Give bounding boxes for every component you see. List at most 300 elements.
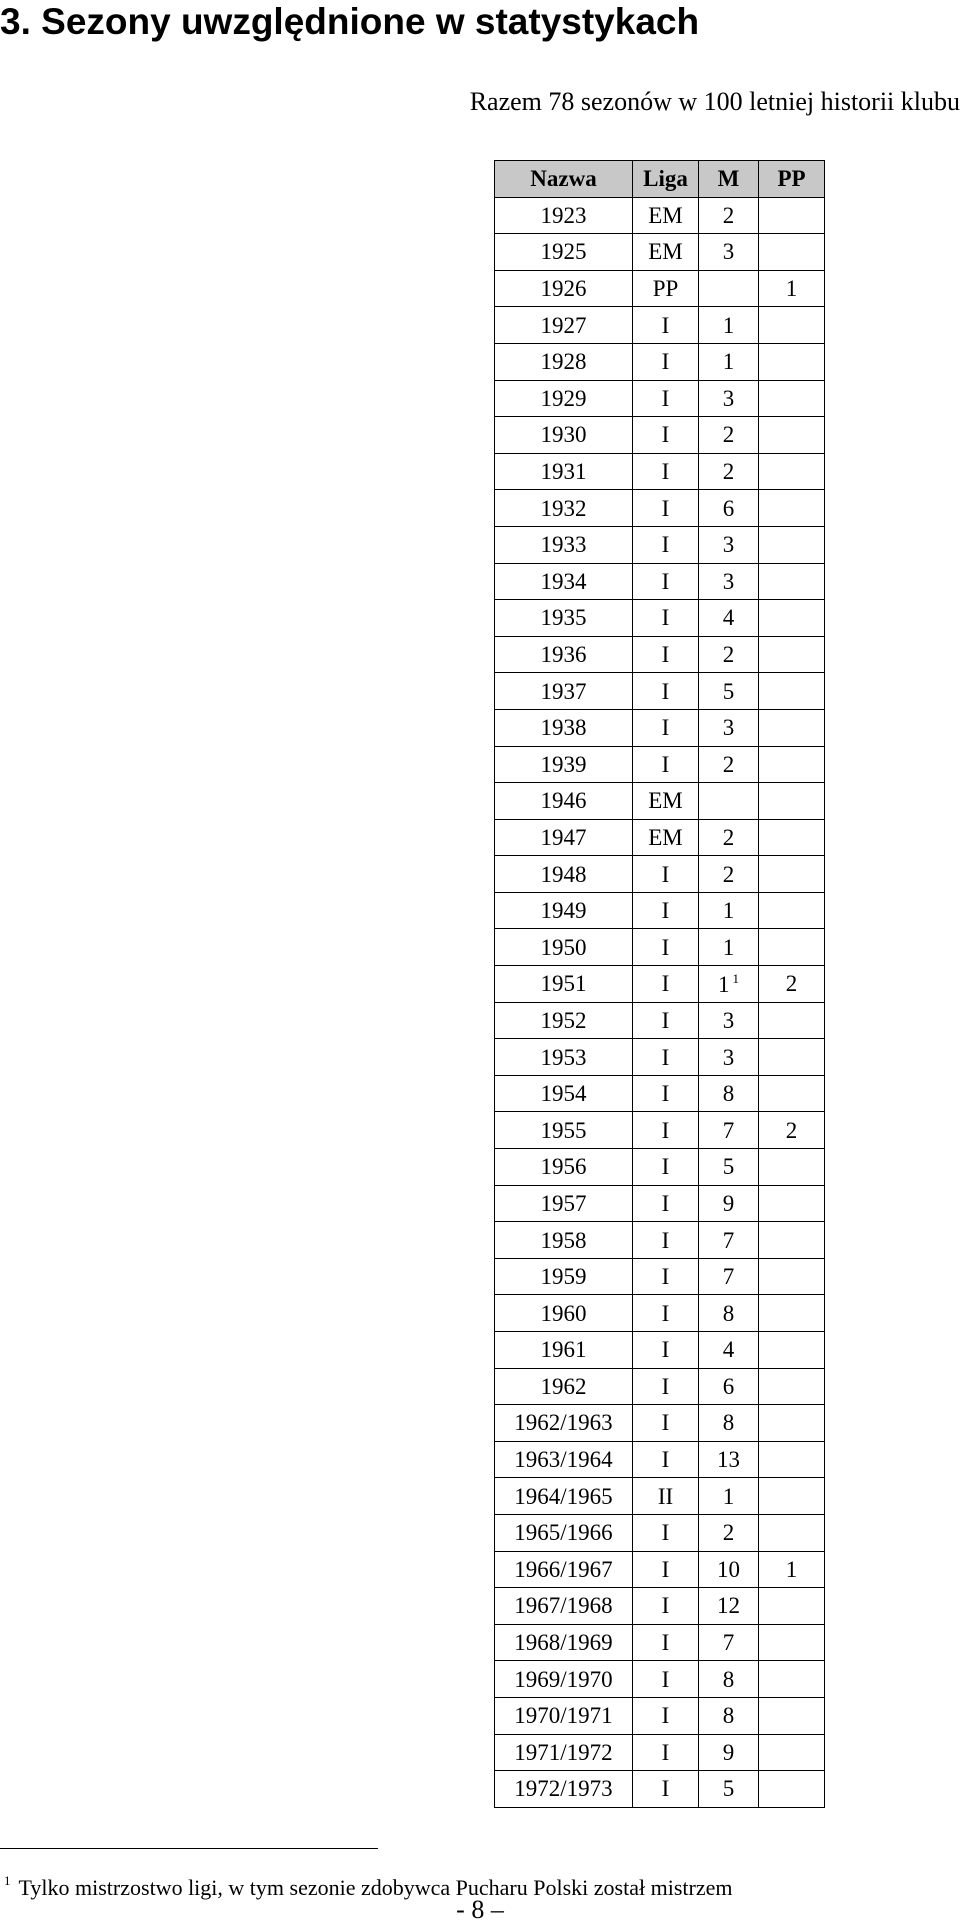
footnote-separator xyxy=(0,1848,378,1849)
league-cell-value: I xyxy=(661,1447,670,1473)
table-row xyxy=(495,892,825,929)
pp-cell xyxy=(759,1514,825,1551)
league-cell-value: I xyxy=(661,349,670,375)
season-name-cell-value: 1923 xyxy=(540,202,587,228)
league-cell-value: I xyxy=(661,1520,670,1546)
season-name-cell-value: 1954 xyxy=(540,1081,587,1107)
table-row xyxy=(495,709,825,746)
table-row xyxy=(495,1771,825,1808)
m-cell xyxy=(699,1624,759,1661)
season-name-cell xyxy=(495,1332,633,1369)
m-cell-value: 8 xyxy=(722,1300,735,1326)
pp-cell xyxy=(759,1771,825,1808)
season-name-cell-value: 1957 xyxy=(540,1190,587,1216)
league-cell xyxy=(633,1258,699,1295)
season-name-cell-value: 1933 xyxy=(540,532,587,558)
season-name-cell xyxy=(495,783,633,820)
column-header-nazwa: Nazwa xyxy=(495,161,633,198)
pp-cell xyxy=(759,1222,825,1259)
league-cell-value: I xyxy=(661,1154,670,1180)
season-name-cell-value: 1951 xyxy=(540,971,587,997)
pp-cell xyxy=(759,1295,825,1332)
season-name-cell-value: 1935 xyxy=(540,605,587,631)
m-cell-value: 1 xyxy=(722,312,735,338)
m-cell-value: 2 xyxy=(722,422,735,448)
league-cell-value: I xyxy=(661,1081,670,1107)
season-name-cell xyxy=(495,636,633,673)
table-row xyxy=(495,856,825,893)
season-name-cell-value: 1956 xyxy=(540,1154,587,1180)
m-cell xyxy=(699,490,759,527)
m-cell-value: 5 xyxy=(722,678,735,704)
season-name-cell-value: 1938 xyxy=(540,715,587,741)
league-cell-value: I xyxy=(661,1337,670,1363)
m-cell xyxy=(699,234,759,271)
m-cell xyxy=(699,197,759,234)
column-header-pp: PP xyxy=(759,161,825,198)
m-cell xyxy=(699,1405,759,1442)
league-cell-value: I xyxy=(661,934,670,960)
table-row xyxy=(495,1368,825,1405)
league-cell-value: I xyxy=(661,1264,670,1290)
m-cell xyxy=(699,856,759,893)
table-row xyxy=(495,1039,825,1076)
pp-cell xyxy=(759,966,825,1003)
season-name-cell-value: 1926 xyxy=(540,276,587,302)
season-name-cell xyxy=(495,1112,633,1149)
season-name-cell xyxy=(495,1514,633,1551)
league-cell-value: I xyxy=(661,1776,670,1802)
m-cell xyxy=(699,270,759,307)
season-name-cell-value: 1965/1966 xyxy=(514,1520,613,1546)
table-row xyxy=(495,270,825,307)
league-cell-value: I xyxy=(661,1630,670,1656)
seasons-summary-text: Razem 78 sezonów w 100 letniej historii klubu xyxy=(469,87,960,116)
league-cell-value: EM xyxy=(648,202,683,228)
table-row xyxy=(495,234,825,271)
league-cell xyxy=(633,1295,699,1332)
season-name-cell xyxy=(495,1368,633,1405)
season-name-cell-value: 1967/1968 xyxy=(514,1593,613,1619)
table-row xyxy=(495,1002,825,1039)
m-cell-value: 12 xyxy=(717,1593,740,1619)
season-name-cell-value: 1958 xyxy=(540,1227,587,1253)
table-row xyxy=(495,746,825,783)
pp-cell xyxy=(759,1588,825,1625)
league-cell xyxy=(633,526,699,563)
season-name-cell xyxy=(495,1258,633,1295)
season-name-cell-value: 1968/1969 xyxy=(514,1630,613,1656)
league-cell-value: I xyxy=(661,1593,670,1619)
league-cell xyxy=(633,783,699,820)
season-name-cell-value: 1936 xyxy=(540,642,587,668)
m-cell xyxy=(699,966,759,1003)
m-cell xyxy=(699,417,759,454)
league-cell xyxy=(633,1734,699,1771)
season-name-cell xyxy=(495,892,633,929)
m-cell xyxy=(699,1478,759,1515)
season-name-cell xyxy=(495,1149,633,1186)
table-row xyxy=(495,966,825,1003)
pp-cell xyxy=(759,1661,825,1698)
league-cell-value: I xyxy=(661,459,670,485)
m-cell-value: 9 xyxy=(722,1739,735,1765)
table-header-row xyxy=(495,161,825,198)
table-row xyxy=(495,1405,825,1442)
m-cell-value: 8 xyxy=(722,1703,735,1729)
league-cell-value: I xyxy=(661,1300,670,1326)
season-name-cell xyxy=(495,1185,633,1222)
season-name-cell-value: 1955 xyxy=(540,1117,587,1143)
season-name-cell xyxy=(495,490,633,527)
m-cell-value: 8 xyxy=(722,1666,735,1692)
pp-cell xyxy=(759,1075,825,1112)
league-cell-value: I xyxy=(661,1666,670,1692)
league-cell xyxy=(633,197,699,234)
pp-cell xyxy=(759,600,825,637)
m-cell-value: 1 xyxy=(722,1483,735,1509)
m-cell-value: 2 xyxy=(722,642,735,668)
season-name-cell xyxy=(495,746,633,783)
m-cell xyxy=(699,1661,759,1698)
league-cell xyxy=(633,819,699,856)
m-cell xyxy=(699,1112,759,1149)
season-name-cell xyxy=(495,1551,633,1588)
pp-cell-value: 1 xyxy=(785,276,798,302)
season-name-cell-value: 1952 xyxy=(540,1007,587,1033)
table-row xyxy=(495,1149,825,1186)
m-cell-value: 1 xyxy=(718,971,730,997)
footnote-marker: 1 xyxy=(4,1873,11,1888)
m-cell xyxy=(699,1075,759,1112)
m-cell-value: 8 xyxy=(722,1081,735,1107)
pp-cell xyxy=(759,270,825,307)
pp-cell xyxy=(759,380,825,417)
league-cell xyxy=(633,636,699,673)
season-name-cell-value: 1950 xyxy=(540,934,587,960)
season-name-cell xyxy=(495,1039,633,1076)
m-cell-value: 2 xyxy=(722,459,735,485)
league-cell-value: I xyxy=(661,385,670,411)
season-name-cell-value: 1953 xyxy=(540,1044,587,1070)
m-cell xyxy=(699,563,759,600)
season-name-cell xyxy=(495,819,633,856)
m-cell xyxy=(699,1258,759,1295)
season-name-cell-value: 1937 xyxy=(540,678,587,704)
pp-cell-value: 2 xyxy=(785,971,798,997)
season-name-cell xyxy=(495,673,633,710)
table-row xyxy=(495,1478,825,1515)
table-row xyxy=(495,563,825,600)
m-cell-value: 4 xyxy=(722,605,735,631)
m-cell-value: 10 xyxy=(717,1556,740,1582)
season-name-cell xyxy=(495,929,633,966)
pp-cell xyxy=(759,1039,825,1076)
table-row xyxy=(495,819,825,856)
table-body xyxy=(495,197,825,1807)
m-cell-value: 1 xyxy=(722,898,735,924)
league-cell-value: I xyxy=(661,1703,670,1729)
m-cell-value: 1 xyxy=(722,934,735,960)
table-row xyxy=(495,1624,825,1661)
pp-cell xyxy=(759,1478,825,1515)
pp-cell xyxy=(759,819,825,856)
pp-cell-value: 2 xyxy=(785,1117,798,1143)
season-name-cell xyxy=(495,1478,633,1515)
pp-cell xyxy=(759,1551,825,1588)
m-cell xyxy=(699,746,759,783)
m-cell-value: 2 xyxy=(722,824,735,850)
pp-cell xyxy=(759,892,825,929)
m-cell xyxy=(699,783,759,820)
m-cell xyxy=(699,673,759,710)
league-cell xyxy=(633,1185,699,1222)
pp-cell xyxy=(759,526,825,563)
season-name-cell-value: 1934 xyxy=(540,568,587,594)
pp-cell xyxy=(759,197,825,234)
season-name-cell-value: 1971/1972 xyxy=(514,1739,613,1765)
pp-cell xyxy=(759,856,825,893)
season-name-cell-value: 1970/1971 xyxy=(514,1703,613,1729)
m-cell-value: 3 xyxy=(722,568,735,594)
league-cell xyxy=(633,1112,699,1149)
league-cell-value: I xyxy=(661,1190,670,1216)
season-name-cell-value: 1939 xyxy=(540,751,587,777)
league-cell xyxy=(633,856,699,893)
season-name-cell-value: 1969/1970 xyxy=(514,1666,613,1692)
table-row xyxy=(495,526,825,563)
table-row xyxy=(495,1185,825,1222)
league-cell xyxy=(633,563,699,600)
m-cell xyxy=(699,892,759,929)
league-cell xyxy=(633,1661,699,1698)
table-row xyxy=(495,1075,825,1112)
season-name-cell xyxy=(495,856,633,893)
season-name-cell xyxy=(495,600,633,637)
league-cell xyxy=(633,1697,699,1734)
season-name-cell xyxy=(495,417,633,454)
m-cell xyxy=(699,1149,759,1186)
table-row xyxy=(495,673,825,710)
season-name-cell-value: 1927 xyxy=(540,312,587,338)
season-name-cell xyxy=(495,1661,633,1698)
column-header-m: M xyxy=(699,161,759,198)
pp-cell xyxy=(759,1441,825,1478)
m-cell xyxy=(699,1332,759,1369)
season-name-cell xyxy=(495,1771,633,1808)
m-cell-value: 5 xyxy=(722,1776,735,1802)
season-name-cell-value: 1972/1973 xyxy=(514,1776,613,1802)
m-cell xyxy=(699,453,759,490)
m-cell-value: 1 xyxy=(722,349,735,375)
table-row xyxy=(495,1588,825,1625)
season-name-cell xyxy=(495,343,633,380)
pp-cell xyxy=(759,1332,825,1369)
season-name-cell-value: 1932 xyxy=(540,495,587,521)
m-cell xyxy=(699,1551,759,1588)
pp-cell xyxy=(759,1002,825,1039)
league-cell-value: EM xyxy=(648,824,683,850)
season-name-cell-value: 1962 xyxy=(540,1373,587,1399)
m-cell xyxy=(699,343,759,380)
pp-cell xyxy=(759,490,825,527)
column-header-liga: Liga xyxy=(633,161,699,198)
league-cell xyxy=(633,417,699,454)
m-cell xyxy=(699,636,759,673)
m-cell xyxy=(699,1002,759,1039)
season-name-cell xyxy=(495,380,633,417)
league-cell xyxy=(633,709,699,746)
pp-cell-value: 1 xyxy=(785,1556,798,1582)
m-cell-value: 3 xyxy=(722,715,735,741)
pp-cell xyxy=(759,1697,825,1734)
m-cell-value: 4 xyxy=(722,1337,735,1363)
season-name-cell-value: 1959 xyxy=(540,1264,587,1290)
pp-cell xyxy=(759,636,825,673)
pp-cell xyxy=(759,234,825,271)
league-cell-value: EM xyxy=(648,239,683,265)
season-name-cell xyxy=(495,1222,633,1259)
league-cell xyxy=(633,1149,699,1186)
pp-cell xyxy=(759,453,825,490)
table-row xyxy=(495,783,825,820)
table-row xyxy=(495,490,825,527)
m-cell xyxy=(699,709,759,746)
league-cell xyxy=(633,600,699,637)
m-cell xyxy=(699,1441,759,1478)
league-cell xyxy=(633,746,699,783)
season-name-cell xyxy=(495,966,633,1003)
pp-cell xyxy=(759,1624,825,1661)
season-name-cell-value: 1947 xyxy=(540,824,587,850)
league-cell-value: I xyxy=(661,532,670,558)
season-name-cell-value: 1928 xyxy=(540,349,587,375)
pp-cell xyxy=(759,417,825,454)
pp-cell xyxy=(759,673,825,710)
league-cell-value: I xyxy=(661,861,670,887)
league-cell xyxy=(633,1075,699,1112)
league-cell-value: I xyxy=(661,971,670,997)
pp-cell xyxy=(759,709,825,746)
league-cell xyxy=(633,1588,699,1625)
m-cell-value: 7 xyxy=(722,1117,735,1143)
m-cell-value: 3 xyxy=(722,532,735,558)
league-cell xyxy=(633,453,699,490)
m-cell xyxy=(699,307,759,344)
m-cell-value: 3 xyxy=(722,385,735,411)
m-cell xyxy=(699,600,759,637)
m-cell-value: 13 xyxy=(717,1447,740,1473)
league-cell-value: I xyxy=(661,1227,670,1253)
season-name-cell-value: 1948 xyxy=(540,861,587,887)
season-name-cell xyxy=(495,1588,633,1625)
season-name-cell xyxy=(495,197,633,234)
m-cell xyxy=(699,380,759,417)
m-cell xyxy=(699,1771,759,1808)
season-name-cell xyxy=(495,526,633,563)
league-cell xyxy=(633,1514,699,1551)
season-name-cell xyxy=(495,1697,633,1734)
table-row xyxy=(495,1112,825,1149)
league-cell xyxy=(633,1771,699,1808)
table-row xyxy=(495,197,825,234)
season-name-cell-value: 1963/1964 xyxy=(514,1447,613,1473)
m-cell xyxy=(699,1039,759,1076)
table-row xyxy=(495,307,825,344)
season-name-cell xyxy=(495,1295,633,1332)
table-row xyxy=(495,453,825,490)
table-row xyxy=(495,1734,825,1771)
season-name-cell-value: 1929 xyxy=(540,385,587,411)
m-cell xyxy=(699,1222,759,1259)
table-row xyxy=(495,1295,825,1332)
season-name-cell xyxy=(495,1075,633,1112)
league-cell xyxy=(633,1039,699,1076)
league-cell-value: I xyxy=(661,1556,670,1582)
league-cell xyxy=(633,307,699,344)
league-cell xyxy=(633,1478,699,1515)
m-cell xyxy=(699,1514,759,1551)
league-cell xyxy=(633,270,699,307)
league-cell-value: I xyxy=(661,678,670,704)
season-name-cell xyxy=(495,1441,633,1478)
m-cell-value: 2 xyxy=(722,202,735,228)
table-row xyxy=(495,929,825,966)
table-header xyxy=(495,161,825,198)
pp-cell xyxy=(759,563,825,600)
table-row xyxy=(495,1514,825,1551)
footnote-text: Tylko mistrzostwo ligi, w tym sezonie zdobywca Pucharu Polski został mistrzem xyxy=(18,1875,733,1900)
league-cell-value: I xyxy=(661,642,670,668)
table-row xyxy=(495,380,825,417)
league-cell xyxy=(633,1332,699,1369)
season-name-cell-value: 1966/1967 xyxy=(514,1556,613,1582)
m-cell-value: 2 xyxy=(722,861,735,887)
m-cell-value: 7 xyxy=(722,1264,735,1290)
league-cell xyxy=(633,1624,699,1661)
league-cell xyxy=(633,1441,699,1478)
m-cell xyxy=(699,929,759,966)
pp-cell xyxy=(759,1112,825,1149)
league-cell xyxy=(633,966,699,1003)
page-number: - 8 – xyxy=(456,1895,504,1924)
league-cell-value: I xyxy=(661,715,670,741)
table-row xyxy=(495,1258,825,1295)
season-name-cell-value: 1964/1965 xyxy=(514,1483,613,1509)
pp-cell xyxy=(759,929,825,966)
season-name-cell xyxy=(495,270,633,307)
table-row xyxy=(495,417,825,454)
m-cell-value: 7 xyxy=(722,1227,735,1253)
league-cell xyxy=(633,1405,699,1442)
league-cell xyxy=(633,1222,699,1259)
league-cell-value: I xyxy=(661,1044,670,1070)
section-heading: 3. Sezony uwzględnione w statystykach xyxy=(0,1,700,42)
league-cell-value: I xyxy=(661,1739,670,1765)
league-cell xyxy=(633,380,699,417)
pp-cell xyxy=(759,783,825,820)
table-row xyxy=(495,1222,825,1259)
league-cell xyxy=(633,343,699,380)
m-cell xyxy=(699,1734,759,1771)
pp-cell xyxy=(759,1149,825,1186)
season-name-cell xyxy=(495,1624,633,1661)
m-cell-value: 2 xyxy=(722,751,735,777)
season-name-cell-value: 1925 xyxy=(540,239,587,265)
league-cell xyxy=(633,1002,699,1039)
m-cell xyxy=(699,1697,759,1734)
league-cell-value: I xyxy=(661,422,670,448)
